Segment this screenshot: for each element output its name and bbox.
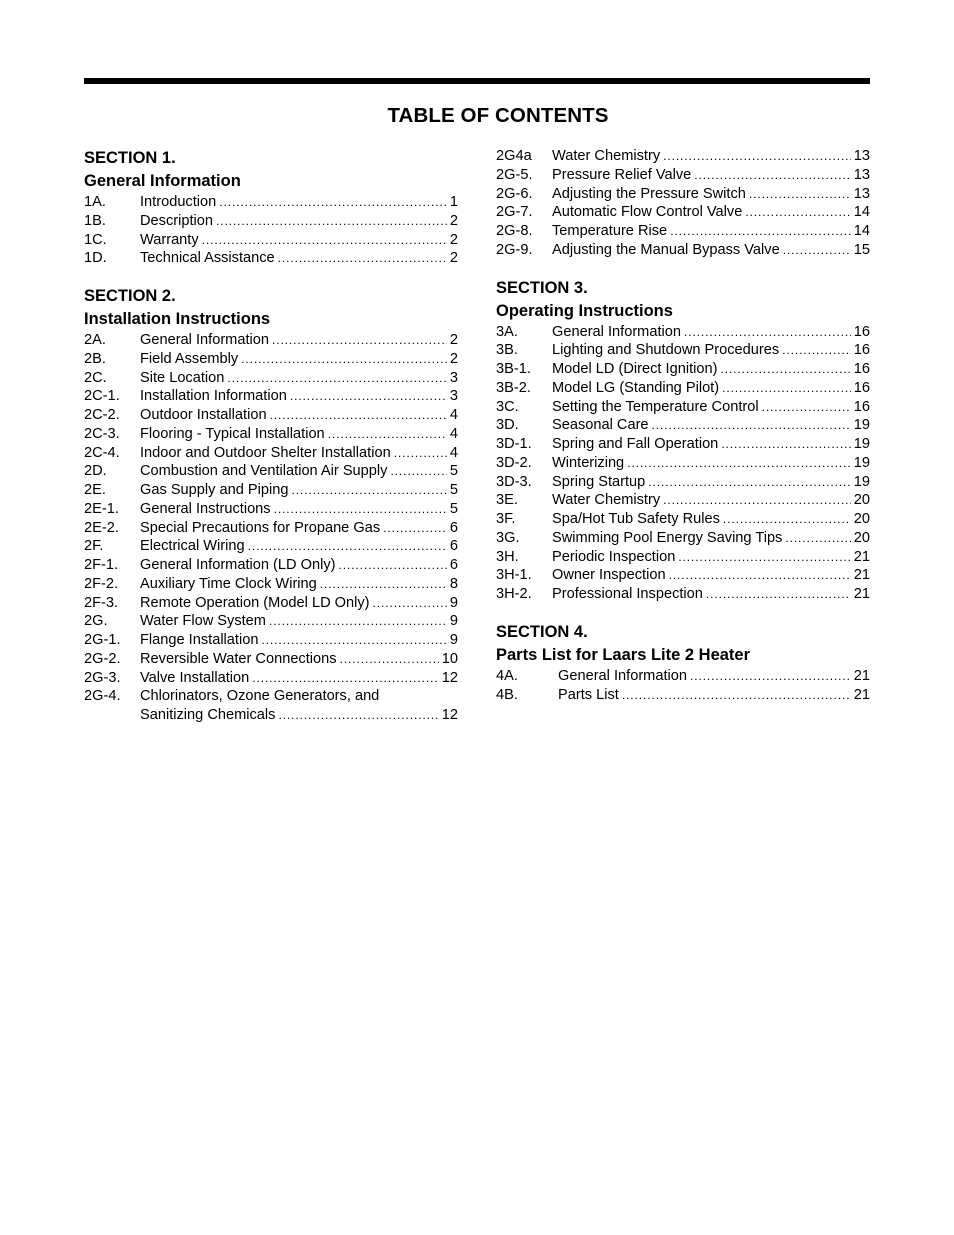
entry-number: 2F. <box>84 538 104 555</box>
dot-leader <box>678 548 850 567</box>
entry-number: 1C. <box>84 231 107 248</box>
entry-number: 2C-4. <box>84 444 120 461</box>
entry-page-number: 21 <box>853 567 870 584</box>
entry-page-number: 14 <box>853 204 870 221</box>
entry-page-number: 2 <box>449 332 458 348</box>
entry-number: 2G-7. <box>496 204 533 221</box>
dot-leader <box>227 369 446 388</box>
dot-leader <box>723 510 851 529</box>
entry-number: 3B-1. <box>496 361 531 377</box>
dot-leader <box>241 350 447 369</box>
entry-page-number: 16 <box>853 361 870 377</box>
toc-entry-3h-2[interactable] <box>496 585 870 604</box>
entry-page-number: 16 <box>853 323 870 340</box>
toc-entry-2g-2[interactable] <box>84 650 458 669</box>
entry-number: 2G-2. <box>84 650 121 667</box>
toc-section <box>496 277 870 604</box>
entry-page-number: 15 <box>853 241 870 258</box>
entry-page-number: 9 <box>449 613 458 630</box>
entry-page-number: 21 <box>853 548 870 565</box>
entry-title: Spring and Fall Operation <box>552 436 719 452</box>
toc-entry-4b[interactable] <box>496 686 870 705</box>
header-rule <box>84 78 870 84</box>
toc-entry-3b-1[interactable] <box>496 360 870 379</box>
toc-entry-3h-1[interactable] <box>496 566 870 585</box>
dot-leader <box>782 341 851 360</box>
toc-section <box>496 147 870 260</box>
entry-page-number: 19 <box>853 473 870 490</box>
entry-page-number: 10 <box>441 650 458 667</box>
toc-entry-3d-2[interactable] <box>496 454 870 473</box>
entry-title: Technical Assistance <box>140 250 275 267</box>
entry-title: Outdoor Installation <box>140 407 267 423</box>
entry-title: Warranty <box>140 231 199 248</box>
entry-title: Auxiliary Time Clock Wiring <box>140 575 317 592</box>
entry-number: 2B. <box>84 350 106 367</box>
entry-number: 2A. <box>84 332 106 348</box>
entry-title: Setting the Temperature Control <box>552 398 759 415</box>
dot-leader <box>690 667 851 686</box>
dot-leader <box>720 360 850 379</box>
entry-number: 2E. <box>84 482 106 498</box>
entry-title: Indoor and Outdoor Shelter Installation <box>140 444 391 461</box>
page-title: TABLE OF CONTENTS <box>387 104 609 127</box>
dot-leader <box>663 491 851 510</box>
entry-number: 3H. <box>496 548 519 565</box>
toc-entry-3e[interactable] <box>496 491 870 510</box>
dot-leader <box>373 594 447 613</box>
entry-number: 3D-1. <box>496 436 532 452</box>
entry-page-number: 6 <box>449 519 458 536</box>
toc-entry-2c-1[interactable] <box>84 387 458 406</box>
toc-entry-1c[interactable] <box>84 231 458 250</box>
entry-title: Introduction <box>140 194 217 210</box>
entry-page-number: 16 <box>853 379 870 396</box>
dot-leader <box>320 575 447 594</box>
entry-number: 2G-4. <box>84 688 121 705</box>
entry-title: Adjusting the Pressure Switch <box>552 185 746 202</box>
entry-number: 2E-1. <box>84 500 119 517</box>
entry-number: 2G-5. <box>496 166 533 183</box>
entry-title: Site Location <box>140 369 225 386</box>
entry-title: Automatic Flow Control Valve <box>552 204 743 221</box>
entry-number: 2D. <box>84 463 107 480</box>
entry-title: Water Flow System <box>140 613 266 630</box>
entry-page-number: 5 <box>449 463 458 480</box>
toc-entry-3d-1[interactable] <box>496 435 870 454</box>
entry-title: Periodic Inspection <box>552 548 676 565</box>
dot-leader <box>270 406 447 425</box>
entry-title: Adjusting the Manual Bypass Valve <box>552 241 780 258</box>
dot-leader <box>278 249 447 268</box>
entry-page-number: 20 <box>853 511 870 527</box>
toc-entry-3b-2[interactable] <box>496 379 870 398</box>
toc-entry-1d[interactable] <box>84 249 458 268</box>
toc-entry-3b[interactable] <box>496 341 870 360</box>
entry-number: 3F. <box>496 511 516 527</box>
dot-leader <box>721 435 850 454</box>
toc-entry-3c[interactable] <box>496 398 870 417</box>
entry-page-number: 13 <box>853 148 870 164</box>
entry-title: Special Precautions for Propane Gas <box>140 519 381 536</box>
dot-leader <box>216 212 447 231</box>
toc-entry-2d[interactable] <box>84 462 458 481</box>
entry-number: 3H-1. <box>496 567 532 584</box>
toc-section <box>496 621 870 705</box>
entry-title: General Instructions <box>140 500 271 517</box>
entry-page-number: 9 <box>449 594 458 611</box>
entry-number: 2G-6. <box>496 185 533 202</box>
section-subheading: Operating Instructions <box>496 301 673 320</box>
toc-entry-2b[interactable] <box>84 350 458 369</box>
toc-entry-3f[interactable] <box>496 510 870 529</box>
toc-section <box>84 147 458 268</box>
entry-page-number: 20 <box>853 492 870 509</box>
toc-entry-3a[interactable] <box>496 323 870 342</box>
dot-leader <box>274 500 447 519</box>
dot-leader <box>272 331 447 350</box>
section-heading: SECTION 4. <box>496 622 588 641</box>
toc-entry-2f-3[interactable] <box>84 594 458 613</box>
toc-entry-2c-4[interactable] <box>84 444 458 463</box>
entry-title: General Information <box>140 332 269 348</box>
entry-number: 3G. <box>496 529 520 546</box>
entry-page-number: 12 <box>441 707 458 723</box>
dot-leader <box>340 650 439 669</box>
entry-number: 2F-3. <box>84 594 119 611</box>
entry-page-number: 4 <box>449 444 458 461</box>
entry-number: 4A. <box>496 667 518 684</box>
entry-number: 3D. <box>496 417 519 434</box>
dot-leader <box>291 481 446 500</box>
dot-leader <box>783 241 851 260</box>
toc-entry-2c-2[interactable] <box>84 406 458 425</box>
dot-leader <box>394 444 447 463</box>
toc-entry-2g-8[interactable] <box>496 222 870 241</box>
entry-page-number: 1 <box>449 194 458 210</box>
entry-title: Gas Supply and Piping <box>140 482 289 498</box>
entry-page-number: 2 <box>449 231 458 248</box>
entry-number: 3D-3. <box>496 473 532 490</box>
entry-page-number: 6 <box>449 557 458 573</box>
dot-leader <box>648 473 850 492</box>
dot-leader <box>762 398 851 417</box>
section-subheading: General Information <box>84 172 241 190</box>
entry-page-number: 6 <box>449 538 458 555</box>
entry-number: 3A. <box>496 323 518 340</box>
entry-number: 2G-8. <box>496 223 533 239</box>
toc-entry-2f-1[interactable] <box>84 556 458 575</box>
toc-entry-4a[interactable] <box>496 667 870 686</box>
entry-title: Valve Installation <box>140 669 250 686</box>
entry-number: 2F-2. <box>84 575 119 592</box>
entry-number: 4B. <box>496 686 518 703</box>
toc-entry-2g-5[interactable] <box>496 166 870 185</box>
entry-title: Flange Installation <box>140 632 259 648</box>
section-heading: SECTION 2. <box>84 287 176 305</box>
entry-page-number: 12 <box>441 669 458 686</box>
entry-number: 1A. <box>84 194 106 210</box>
dot-leader <box>670 222 851 241</box>
toc-entry-2c-3[interactable] <box>84 425 458 444</box>
dot-leader <box>269 612 447 631</box>
dot-leader <box>694 166 851 185</box>
entry-number: 1D. <box>84 250 107 267</box>
entry-number: 2G-3. <box>84 669 121 686</box>
dot-leader <box>622 686 851 705</box>
entry-number: 3H-2. <box>496 586 532 602</box>
entry-title: General Information <box>552 323 681 340</box>
entry-page-number: 5 <box>449 500 458 517</box>
toc-entry-2g-4[interactable] <box>84 687 458 725</box>
entry-page-number: 20 <box>853 529 870 546</box>
entry-title: Seasonal Care <box>552 417 649 434</box>
entry-title: Flooring - Typical Installation <box>140 425 325 442</box>
entry-page-number: 8 <box>449 575 458 592</box>
toc-entry-2e-1[interactable] <box>84 500 458 519</box>
entry-page-number: 21 <box>853 667 870 684</box>
entry-number: 2F-1. <box>84 557 119 573</box>
dot-leader <box>785 529 850 548</box>
entry-number: 2C-3. <box>84 425 120 442</box>
entry-number: 3C. <box>496 398 519 415</box>
dot-leader <box>722 379 851 398</box>
entry-title: Spa/Hot Tub Safety Rules <box>552 511 720 527</box>
entry-title: Reversible Water Connections <box>140 650 337 667</box>
entry-number: 2C-2. <box>84 407 120 423</box>
entry-title: Professional Inspection <box>552 586 703 602</box>
dot-leader <box>290 387 447 406</box>
dot-leader <box>219 193 447 212</box>
entry-title-continued: Sanitizing Chemicals <box>140 707 276 723</box>
entry-page-number: 21 <box>853 586 870 602</box>
entry-number: 3B-2. <box>496 379 531 396</box>
toc-entry-2g[interactable] <box>84 612 458 631</box>
entry-page-number: 9 <box>449 632 458 648</box>
dot-leader <box>652 416 851 435</box>
dot-leader <box>248 537 447 556</box>
entry-number: 3B. <box>496 342 518 359</box>
dot-leader <box>684 323 851 342</box>
entry-title: Parts List <box>558 686 619 703</box>
entry-title: Owner Inspection <box>552 567 666 584</box>
entry-page-number: 2 <box>449 250 458 267</box>
toc-left-column <box>84 147 458 742</box>
entry-title: Chlorinators, Ozone Generators, and <box>140 688 380 705</box>
dot-leader <box>663 147 851 166</box>
dot-leader <box>383 519 447 538</box>
toc-entry-2e-2[interactable] <box>84 519 458 538</box>
toc-entry-3d[interactable] <box>496 416 870 435</box>
section-heading: SECTION 1. <box>84 149 176 167</box>
entry-title: Electrical Wiring <box>140 538 245 555</box>
dot-leader <box>278 706 438 725</box>
entry-page-number: 4 <box>449 425 458 442</box>
entry-title: Remote Operation (Model LD Only) <box>140 594 370 611</box>
entry-page-number: 19 <box>853 436 870 452</box>
entry-page-number: 13 <box>853 185 870 202</box>
entry-page-number: 19 <box>853 417 870 434</box>
toc-entry-3d-3[interactable] <box>496 473 870 492</box>
entry-title: Temperature Rise <box>552 223 668 239</box>
entry-title: Swimming Pool Energy Saving Tips <box>552 529 783 546</box>
entry-number: 2C. <box>84 369 107 386</box>
toc-entry-2g-6[interactable] <box>496 185 870 204</box>
toc-entry-2a[interactable] <box>84 331 458 350</box>
dot-leader <box>252 669 439 688</box>
entry-title: Field Assembly <box>140 350 239 367</box>
toc-entry-1b[interactable] <box>84 212 458 231</box>
entry-title: Winterizing <box>552 454 625 471</box>
section-subheading: Installation Instructions <box>84 310 271 328</box>
dot-leader <box>338 556 446 575</box>
toc-entry-2e[interactable] <box>84 481 458 500</box>
entry-number: 2G. <box>84 613 108 630</box>
entry-title: Spring Startup <box>552 473 646 490</box>
entry-title: Combustion and Ventilation Air Supply <box>140 463 388 480</box>
entry-number: 2G-1. <box>84 632 121 648</box>
dot-leader <box>202 231 447 250</box>
entry-page-number: 16 <box>853 342 870 359</box>
entry-number: 1B. <box>84 212 106 229</box>
entry-page-number: 21 <box>853 686 870 703</box>
dot-leader <box>706 585 851 604</box>
dot-leader <box>328 425 447 444</box>
entry-page-number: 16 <box>853 398 870 415</box>
toc-entry-2g-9[interactable] <box>496 241 870 260</box>
entry-title: General Information (LD Only) <box>140 557 336 573</box>
toc-entry-1a[interactable] <box>84 193 458 212</box>
entry-number: 2C-1. <box>84 388 120 405</box>
dot-leader <box>745 203 850 222</box>
toc-right-column <box>496 147 870 721</box>
section-subheading: Parts List for Laars Lite 2 Heater <box>496 645 751 664</box>
entry-page-number: 3 <box>449 388 458 405</box>
dot-leader <box>669 566 851 585</box>
entry-title: Model LG (Standing Pilot) <box>552 379 720 396</box>
toc-entry-2g4a[interactable] <box>496 147 870 166</box>
entry-title: General Information <box>558 667 687 684</box>
entry-number: 2G4a <box>496 148 532 164</box>
entry-title: Water Chemistry <box>552 148 661 164</box>
entry-page-number: 5 <box>449 482 458 498</box>
toc-entry-2g-7[interactable] <box>496 203 870 222</box>
dot-leader <box>390 462 446 481</box>
dot-leader <box>261 631 446 650</box>
entry-page-number: 14 <box>853 223 870 239</box>
toc-entry-2g-1[interactable] <box>84 631 458 650</box>
entry-page-number: 2 <box>449 212 458 229</box>
entry-title: Lighting and Shutdown Procedures <box>552 342 780 359</box>
toc-section <box>84 285 458 725</box>
entry-number: 2G-9. <box>496 241 533 258</box>
entry-page-number: 19 <box>853 454 870 471</box>
entry-title: Pressure Relief Valve <box>552 166 692 183</box>
toc-entry-3g[interactable] <box>496 529 870 548</box>
entry-number: 2E-2. <box>84 519 119 536</box>
entry-title: Model LD (Direct Ignition) <box>552 361 718 377</box>
toc-entry-3h[interactable] <box>496 548 870 567</box>
entry-number: 3E. <box>496 492 518 509</box>
entry-title: Installation Information <box>140 388 287 405</box>
section-heading: SECTION 3. <box>496 278 588 297</box>
toc-entry-2c[interactable] <box>84 369 458 388</box>
entry-page-number: 2 <box>449 350 458 367</box>
toc-entry-2f-2[interactable] <box>84 575 458 594</box>
entry-number: 3D-2. <box>496 454 532 471</box>
entry-page-number: 13 <box>853 166 870 183</box>
dot-leader <box>749 185 851 204</box>
entry-page-number: 3 <box>449 369 458 386</box>
toc-entry-2f[interactable] <box>84 537 458 556</box>
entry-page-number: 4 <box>449 407 458 423</box>
toc-entry-2g-3[interactable] <box>84 669 458 688</box>
entry-title: Water Chemistry <box>552 492 661 509</box>
entry-title: Description <box>140 212 213 229</box>
dot-leader <box>627 454 851 473</box>
